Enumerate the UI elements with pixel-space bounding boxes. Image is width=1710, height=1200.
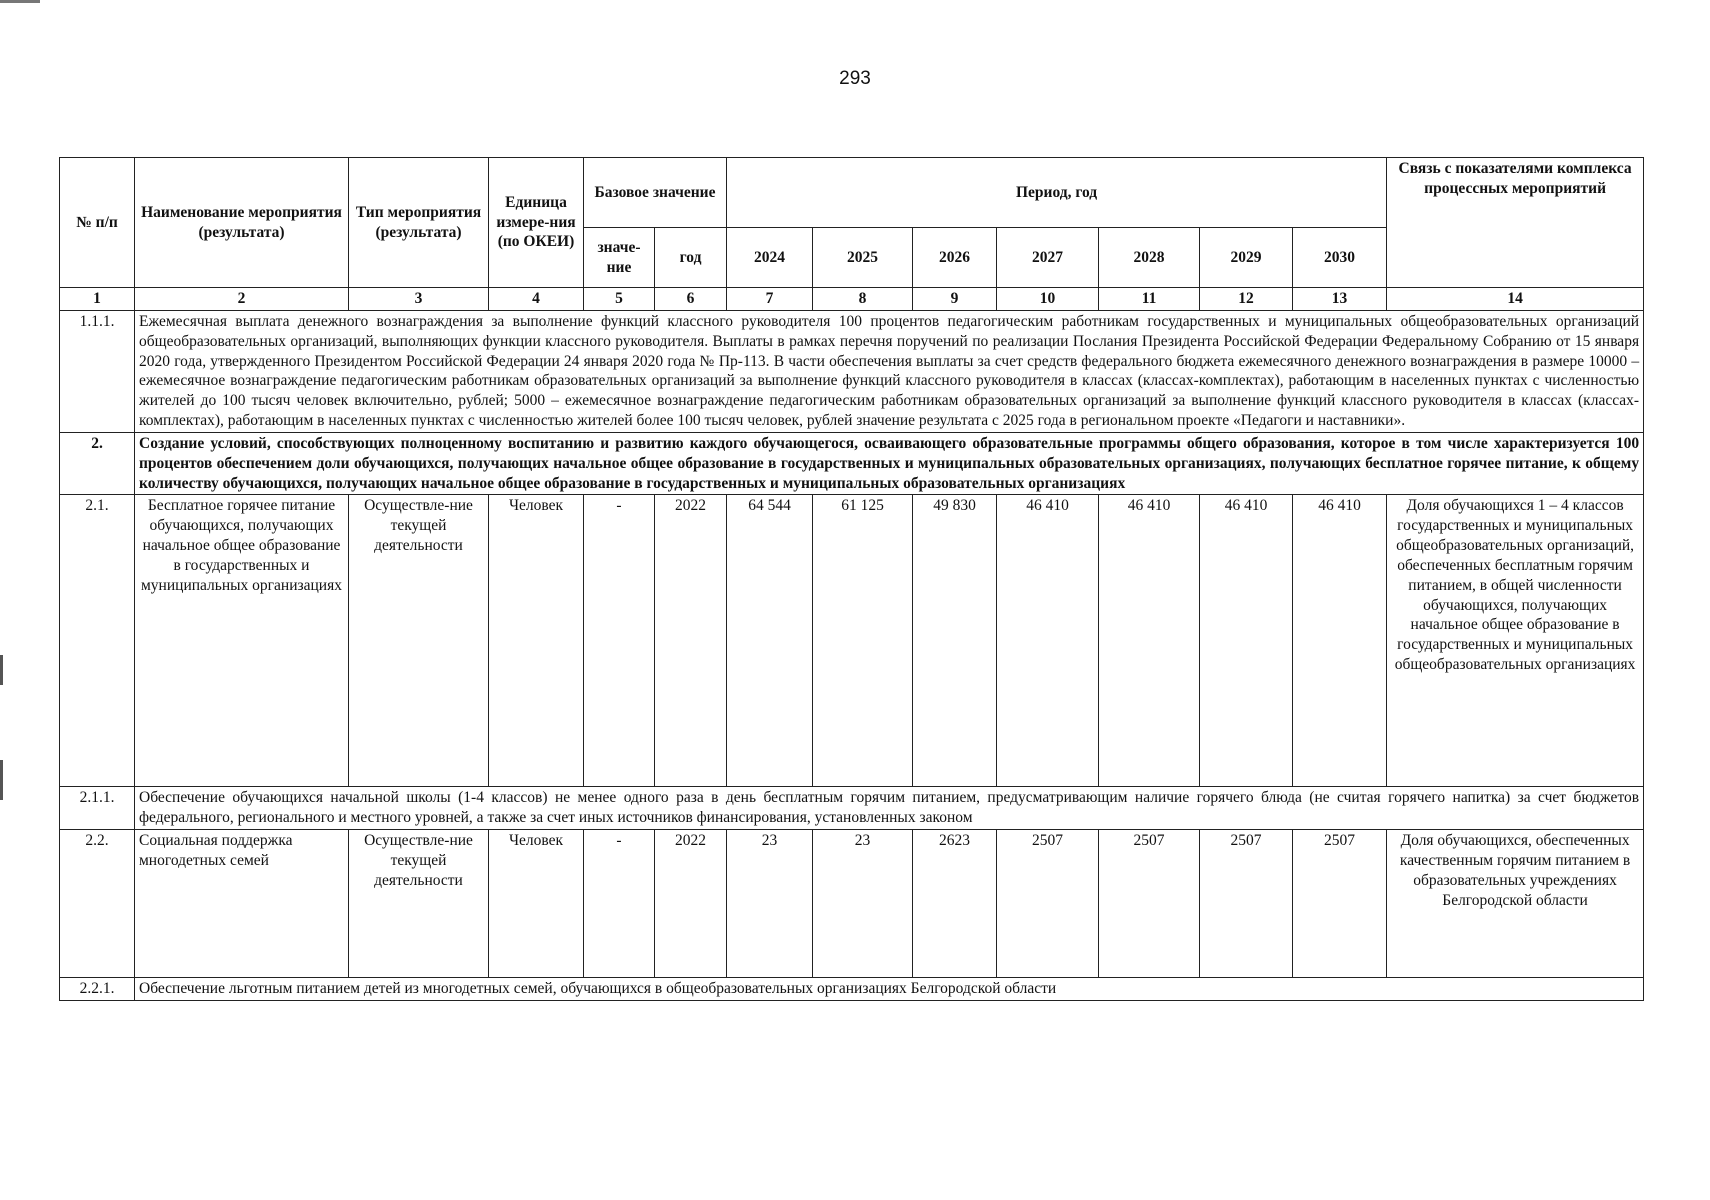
column-number-row [60, 288, 1644, 311]
row-description: Обеспечение обучающихся начальной школы (1-4 классов) не менее одного раза в день бесплатным горячим питанием, предусматривающим наличие горячего блюда (не считая горячего напитка) за счет бюджетов федерального, регионального и местного уровней, а также за счет иных источников финансирования, установленных законом [135, 787, 1644, 830]
year-value: 46 410 [1293, 495, 1387, 787]
header-num: № п/п [60, 158, 135, 288]
table-row-2 [60, 432, 1644, 494]
row-number: 2.2.1. [60, 978, 135, 1001]
header-link: Связь с показателями комплекса процессных мероприятий [1387, 158, 1644, 288]
header-year: 2030 [1293, 228, 1387, 288]
column-number: 6 [655, 288, 727, 311]
year-value: 61 125 [813, 495, 913, 787]
header-base-year: год [655, 228, 727, 288]
table-row-2-1 [60, 495, 1644, 787]
year-value: 46 410 [1099, 495, 1200, 787]
column-number: 1 [60, 288, 135, 311]
header-year: 2028 [1099, 228, 1200, 288]
unit: Человек [489, 830, 584, 978]
header-name: Наименование мероприятия (результата) [135, 158, 349, 288]
row-number: 2.2. [60, 830, 135, 978]
header-year: 2024 [727, 228, 813, 288]
header-year: 2025 [813, 228, 913, 288]
year-value: 2507 [1293, 830, 1387, 978]
measure-type: Осуществле-ние текущей деятельности [349, 495, 489, 787]
year-value: 46 410 [997, 495, 1099, 787]
measure-name: Бесплатное горячее питание обучающихся, получающих начальное общее образование в государственных и муниципальных организациях [135, 495, 349, 787]
header-unit: Единица измере-ния (по ОКЕИ) [489, 158, 584, 288]
unit: Человек [489, 495, 584, 787]
header-base: Базовое значение [584, 158, 727, 228]
year-value: 2507 [1200, 830, 1293, 978]
row-number: 2.1. [60, 495, 135, 787]
year-value: 2507 [997, 830, 1099, 978]
year-value: 2507 [1099, 830, 1200, 978]
column-number: 3 [349, 288, 489, 311]
column-number: 12 [1200, 288, 1293, 311]
scan-corner-mark [0, 0, 40, 3]
measure-name: Социальная поддержка многодетных семей [135, 830, 349, 978]
row-number: 2.1.1. [60, 787, 135, 830]
scan-side-mark [0, 655, 3, 685]
column-number: 2 [135, 288, 349, 311]
measures-table [59, 157, 1644, 1001]
header-year: 2027 [997, 228, 1099, 288]
header-base-value: значе-ние [584, 228, 655, 288]
row-number: 2. [60, 432, 135, 494]
page-number: 293 [839, 68, 871, 89]
year-value: 23 [813, 830, 913, 978]
scan-side-mark [0, 760, 3, 800]
header-type: Тип мероприятия (результата) [349, 158, 489, 288]
row-description: Ежемесячная выплата денежного вознаграждения за выполнение функций классного руководителя 100 процентов педагогическим работникам государственных и муниципальных общеобразовательных организаций общеобразовательных организаций, выполняющих функции классного руководителя. Выплаты в рамках перечня поручений по реализации Послания Президента Российской Федерации Федеральному Собранию от 15 января 2020 года, утвержденного Президентом Российской Федерации 24 января 2020 года № Пр-113. В части обеспечения выплаты за счет средств федерального бюджета ежемесячного денежного вознаграждения в размере 10000 – ежемесячное вознаграждение педагогическим работникам образовательных организаций за выполнение функций классного руководителя в классах (классах-комплектах), работающим в населенных пунктах с численностью жителей до 100 тысяч человек включительно, рублей; 5000 – ежемесячное вознаграждение педагогическим работникам образовательных организаций за выполнение функций классного руководителя в классах (классах-комплектах), работающим в населенных пунктах с численностью жителей более 100 тысяч человек, рублей значение результата с 2025 года в региональном проекте «Педагоги и наставники». [135, 311, 1644, 433]
row-number: 1.1.1. [60, 311, 135, 433]
column-number: 9 [913, 288, 997, 311]
measure-type: Осуществле-ние текущей деятельности [349, 830, 489, 978]
year-value: 2623 [913, 830, 997, 978]
column-number: 14 [1387, 288, 1644, 311]
header-year: 2026 [913, 228, 997, 288]
column-number: 13 [1293, 288, 1387, 311]
base-value: - [584, 495, 655, 787]
header-year: 2029 [1200, 228, 1293, 288]
base-year: 2022 [655, 830, 727, 978]
indicator-link: Доля обучающихся, обеспеченных качественным горячим питанием в образовательных учреждениях Белгородской области [1387, 830, 1644, 978]
table-row-2-2-1 [60, 978, 1644, 1001]
year-value: 49 830 [913, 495, 997, 787]
table-row-2-1-1 [60, 787, 1644, 830]
table-row-1-1-1 [60, 311, 1644, 433]
year-value: 46 410 [1200, 495, 1293, 787]
header-period: Период, год [727, 158, 1387, 228]
base-value: - [584, 830, 655, 978]
column-number: 11 [1099, 288, 1200, 311]
column-number: 10 [997, 288, 1099, 311]
row-description: Обеспечение льготным питанием детей из многодетных семей, обучающихся в общеобразовательных организациях Белгородской области [135, 978, 1644, 1001]
table-row-2-2 [60, 830, 1644, 978]
year-value: 23 [727, 830, 813, 978]
year-value: 64 544 [727, 495, 813, 787]
section-title: Создание условий, способствующих полноценному воспитанию и развитию каждого обучающегося, осваивающего образовательные программы общего образования, которое в том числе характеризуется 100 процентов обеспечением доли обучающихся, получающих начальное общее образование в государственных и муниципальных образовательных организациях, получающих бесплатное горячее питание, к общему количеству обучающихся, получающих начальное общее образование в государственных и муниципальных образовательных организациях [135, 432, 1644, 494]
column-number: 5 [584, 288, 655, 311]
column-number: 4 [489, 288, 584, 311]
indicator-link: Доля обучающихся 1 – 4 классов государственных и муниципальных общеобразовательных организаций, обеспеченных бесплатным горячим питанием, в общей численности обучающихся, получающих начальное общее образование в государственных и муниципальных общеобразовательных организациях [1387, 495, 1644, 787]
base-year: 2022 [655, 495, 727, 787]
column-number: 8 [813, 288, 913, 311]
column-number: 7 [727, 288, 813, 311]
